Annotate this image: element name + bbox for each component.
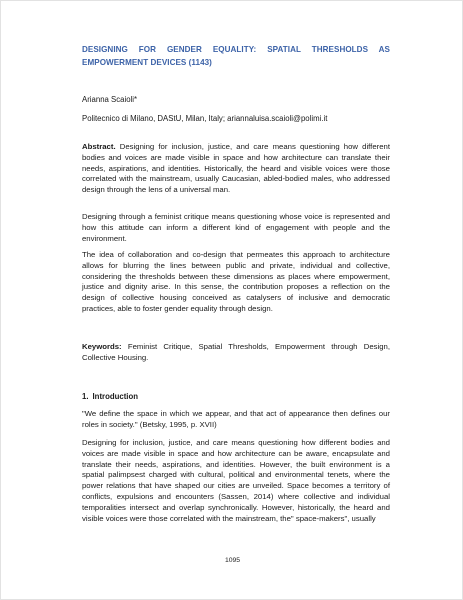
keywords-label: Keywords:: [82, 342, 122, 351]
abstract-paragraph-1: [82, 142, 390, 196]
section-heading: [82, 392, 138, 402]
intro-paragraph: Designing for inclusion, justice, and care means questioning how different bodies and voices are made visible in space and how architecture can be aware, encapsulate and translate their needs, aspirations, and identities. However, the built environment is a spatial palimpsest charged with cultural, political and environmental tenets, where the power relations that have shaped our cities are unveiled. Space becomes a territory of conflicts, expulsions and encounters (Sassen, 2014) where collective and individual temporalities intersect and overlap synchronically. However, historically, the heard and visible voices were those correlated with the mainstream, the" space-makers", usually: [82, 438, 390, 523]
abstract-label: Abstract.: [82, 142, 116, 151]
keywords-paragraph: [82, 342, 390, 364]
section-title: Introduction: [92, 392, 138, 401]
paper-title: DESIGNING FOR GENDER EQUALITY: SPATIAL THRESHOLDS AS EMPOWERMENT DEVICES (1143): [82, 45, 390, 67]
abstract-paragraph-3: The idea of collaboration and co-design that permeates this approach to architecture allows for blurring the lines between public and private, individual and collective, considering the thresholds between these dimensions as places where empowerment, justice and dignity arise. In this sense, the contribution proposes a reflection on the design of collective housing conceived as catalysers of inclusive and democratic practices, able to foster gender equality through design.: [82, 250, 390, 313]
section-number: 1.: [82, 392, 89, 401]
author-name: Arianna Scaioli*: [82, 95, 138, 104]
abstract-text-1: Designing for inclusion, justice, and care means questioning how different bodies and voices are made visible in space and how architecture can translate their needs, aspirations, and identities. Historically, the heard and visible voices were those correlated with the mainstream, usually Caucasian, abled-bodied males, who addressed design through the lens of a universal man.: [82, 142, 391, 195]
abstract-paragraph-2: Designing through a feminist critique means questioning whose voice is represented and how this attitude can inform a different kind of engagement with people and the environment.: [82, 212, 390, 243]
author-affiliation: Politecnico di Milano, DAStU, Milan, Italy; ariannaluisa.scaioli@polimi.it: [82, 114, 328, 123]
keywords-text: Feminist Critique, Spatial Thresholds, Empowerment through Design, Collective Housing.: [82, 342, 391, 362]
intro-quote: "We define the space in which we appear, and that act of appearance then defines our roles in society." (Betsky, 1995, p. XVII): [82, 409, 390, 429]
page-number: 1095: [224, 557, 241, 564]
